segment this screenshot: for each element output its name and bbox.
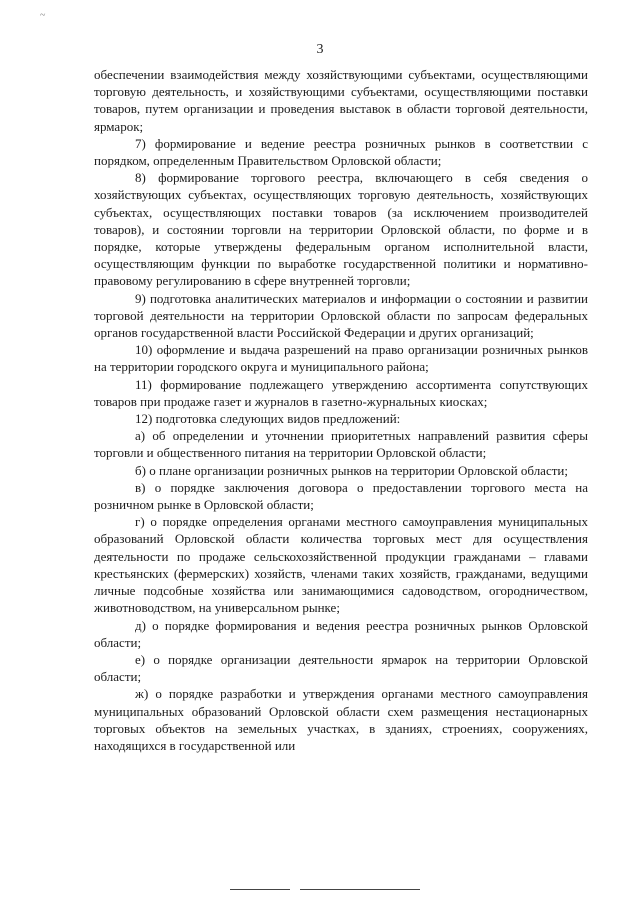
page-number: 3 xyxy=(316,42,324,57)
paragraph-item-7: 7) формирование и ведение реестра розничных рынков в соответствии с порядком, определенным Правительством Орловской области; xyxy=(94,135,588,169)
paragraph-subitem-e: е) о порядке организации деятельности ярмарок на территории Орловской области; xyxy=(94,651,588,685)
paragraph-item-10: 10) оформление и выдача разрешений на право организации розничных рынков на территории городского округа и муниципального района; xyxy=(94,342,588,375)
paragraph-subitem-v: в) о порядке заключения договора о предоставлении торгового места на розничном рынке в Орловской области; xyxy=(94,479,588,513)
document-body xyxy=(94,66,588,754)
paragraph-subitem-zh: ж) о порядке разработки и утверждения органами местного самоуправления муниципальных образований Орловской области схем размещения нестационарных торговых объектов на земельных участках, в зданиях, строениях, сооружениях, находящихся в государственной или xyxy=(94,686,588,753)
scan-mark: ~ xyxy=(40,10,46,21)
paragraph-continuation: обеспечении взаимодействия между хозяйствующими субъектами, осуществляющими торговую деятельность, и хозяйствующими субъектами, осуществляющими поставки товаров, путем организации и проведения выставок в области торговой деятельности, ярмарок; xyxy=(94,67,588,134)
paragraph-subitem-d: д) о порядке формирования и ведения реестра розничных рынков Орловской области; xyxy=(94,617,588,650)
paragraph-item-11: 11) формирование подлежащего утверждению ассортимента сопутствующих товаров при продаже газет и журналов в газетно-журнальных киосках; xyxy=(94,376,588,409)
paragraph-item-8: 8) формирование торгового реестра, включающего в себя сведения о хозяйствующих субъектах, осуществляющих торговую деятельность, хозяйствующих субъектах, осуществляющих поставки товаров (за исключением производителей товаров), и состоянии торговли на территории Орловской области, по форме и в порядке, которые утверждены федеральным органом исполнительной власти, осуществляющим функции по выработке государственной политики и нормативно-правовому регулированию в сфере внутренней торговли; xyxy=(94,170,588,289)
footer-rule-right xyxy=(300,889,420,890)
paragraph-subitem-b: б) о плане организации розничных рынков на территории Орловской области; xyxy=(135,462,568,478)
paragraph-subitem-a: а) об определении и уточнении приоритетных направлений развития сферы торговли и общественного питания на территории Орловской области; xyxy=(94,428,588,461)
paragraph-item-9: 9) подготовка аналитических материалов и информации о состоянии и развитии торговой деятельности на территории Орловской области по запросам федеральных органов государственной власти Российской Федерации и других организаций; xyxy=(94,290,588,341)
footer-rule-left xyxy=(230,889,290,890)
paragraph-subitem-g: г) о порядке определения органами местного самоуправления муниципальных образований Орловской области количества торговых мест для осуществления деятельности по продаже сельскохозяйственной продукции гражданами – главами крестьянских (фермерских) хозяйств, членами таких хозяйств, гражданами, ведущими личные подсобные хозяйства или занимающимися садоводством, огородничеством, животноводством, на универсальном рынке; xyxy=(94,514,588,616)
paragraph-item-12: 12) подготовка следующих видов предложений: xyxy=(135,411,401,427)
